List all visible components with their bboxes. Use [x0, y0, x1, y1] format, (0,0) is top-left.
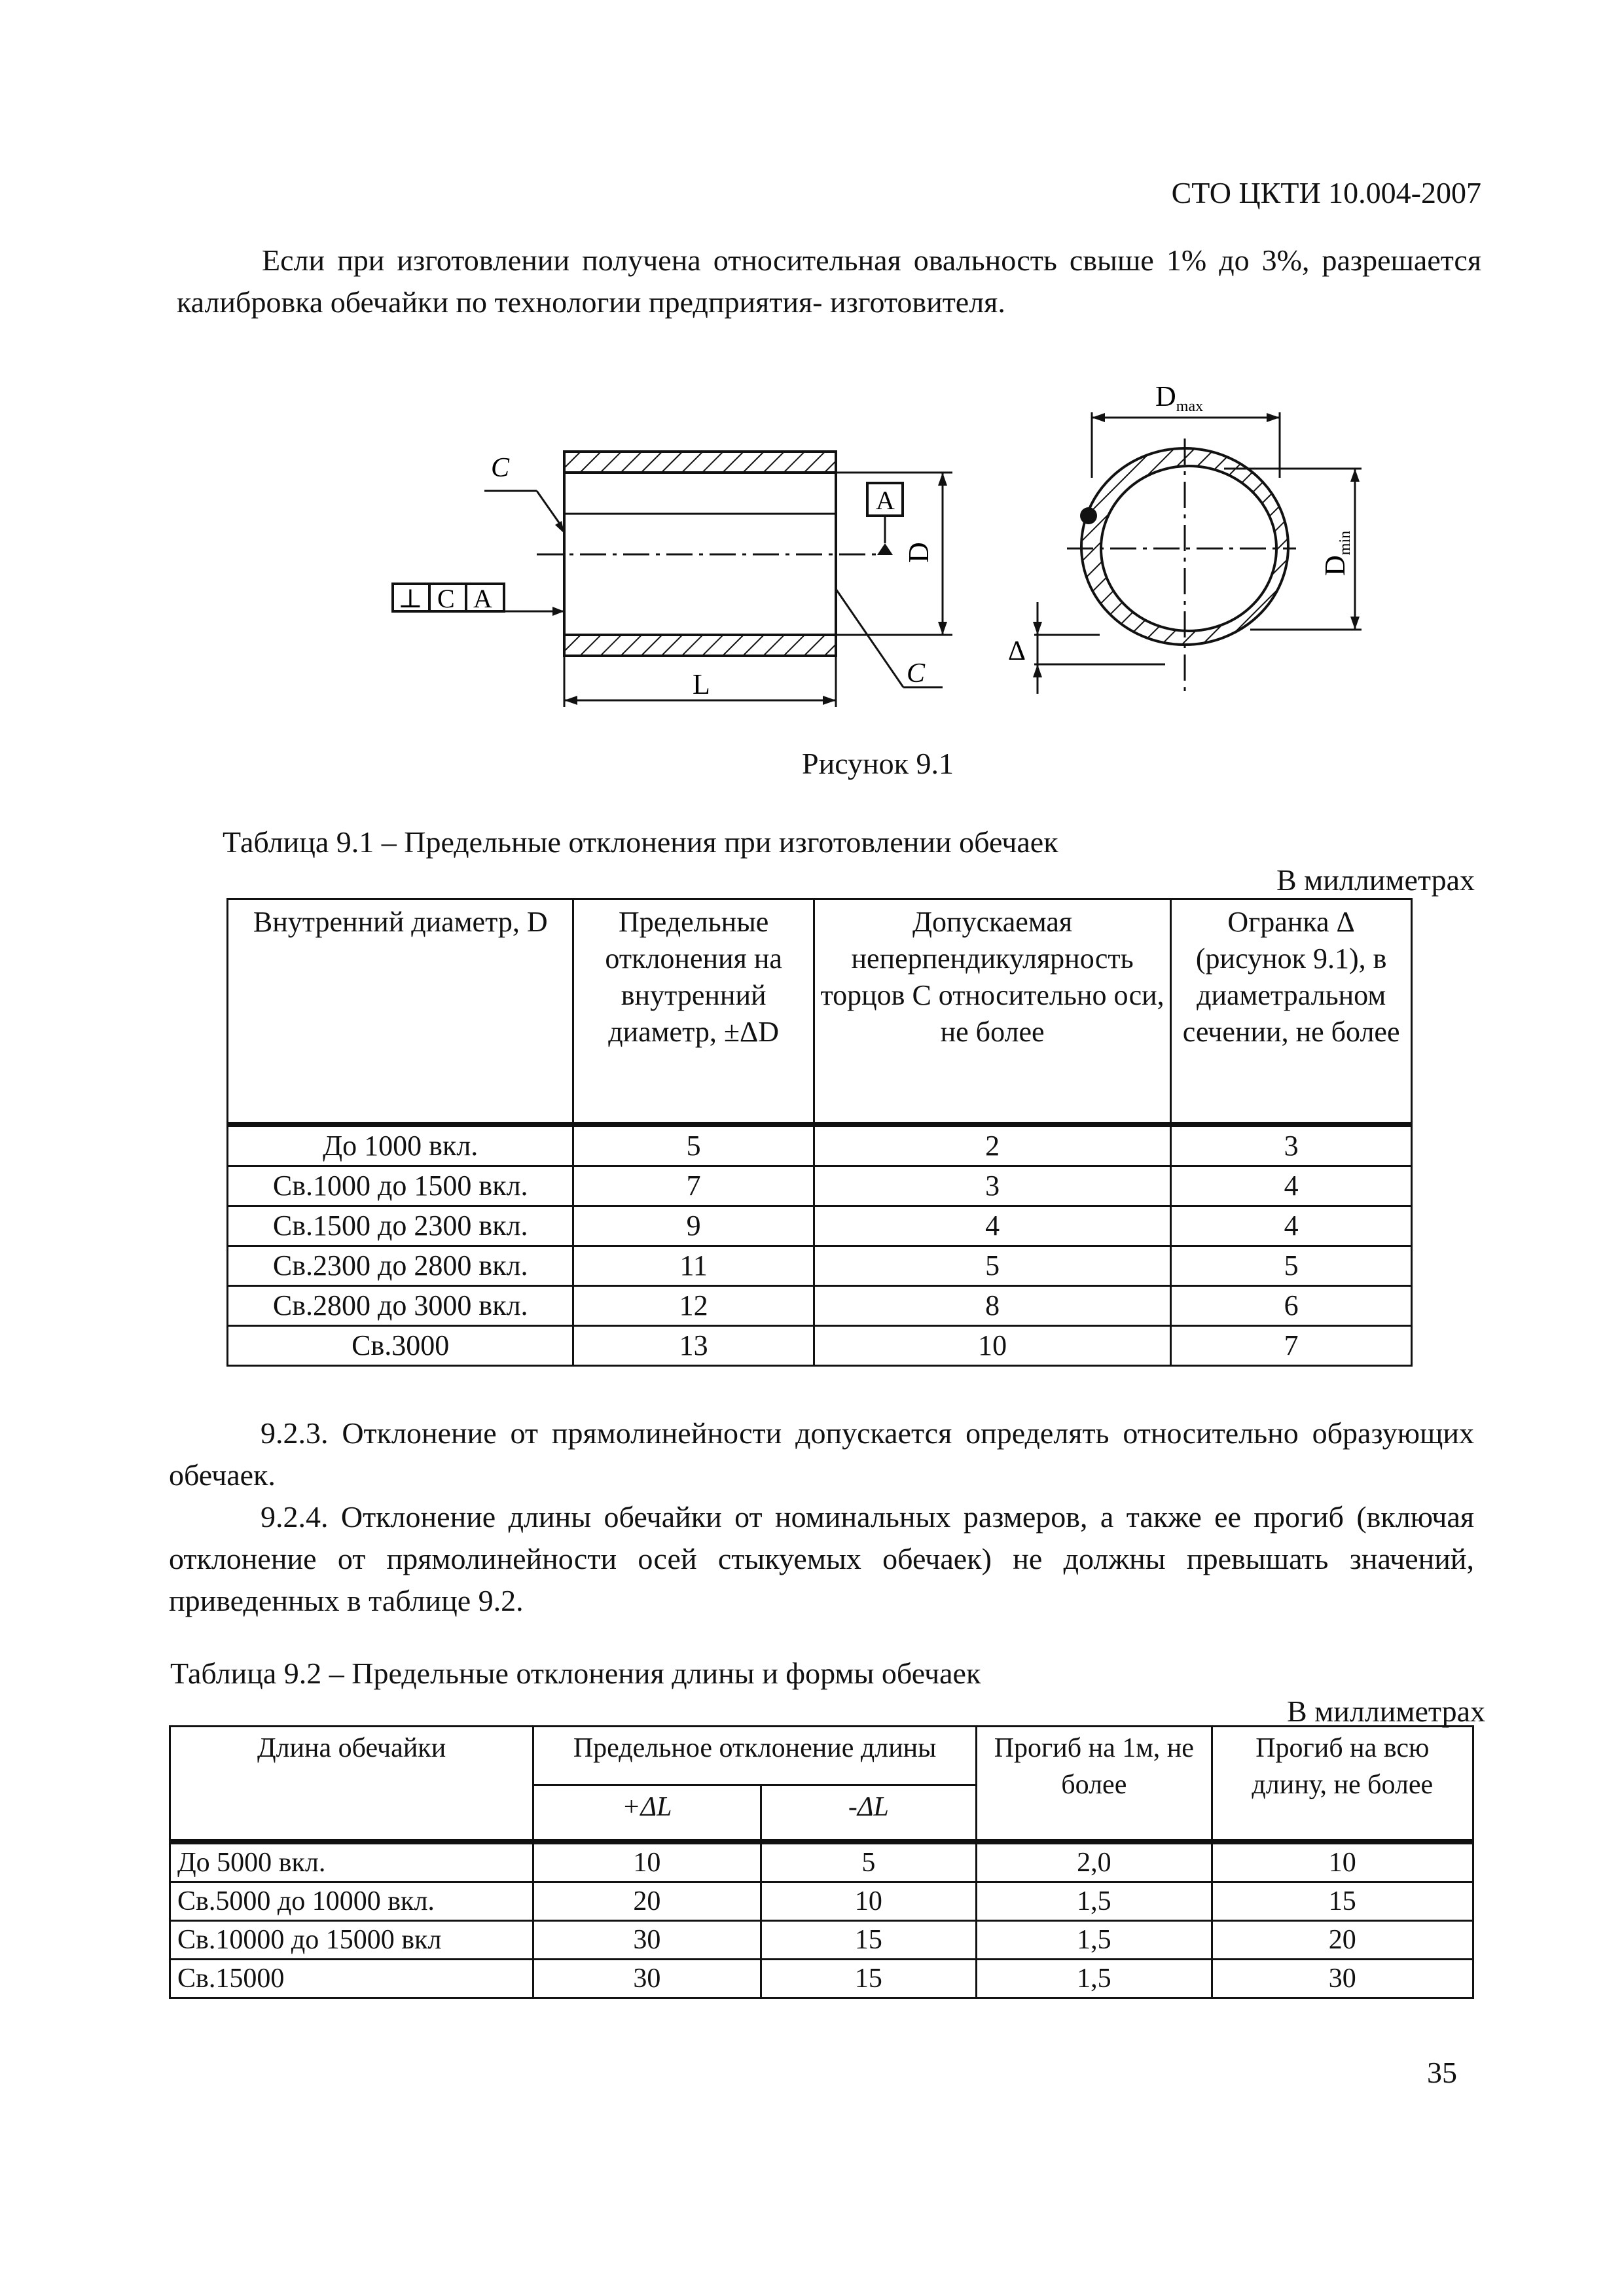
tolerance-perp-symbol: ⊥ — [398, 584, 423, 613]
table2-title: Таблица 9.2 – Предельные отклонения длины и формы обечаек — [170, 1657, 981, 1690]
label-l: L — [693, 668, 710, 700]
paragraph-9-2-3-text: 9.2.3. Отклонение от прямолинейности допускается определять относительно образующих обечаек. — [169, 1416, 1474, 1492]
table-row: Св.10000 до 15000 вкл 30 15 1,5 20 — [170, 1920, 1473, 1959]
datum-a-label: A — [876, 486, 895, 515]
figure-9-1 — [380, 367, 1401, 733]
table-row: Св.5000 до 10000 вкл. 20 10 1,5 15 — [170, 1882, 1473, 1920]
table-row: Св.2800 до 3000 вкл. 12 8 6 — [228, 1285, 1412, 1325]
t2-header-plus: +ΔL — [533, 1785, 761, 1842]
table1-title: Таблица 9.1 – Предельные отклонения при изготовлении обечаек — [223, 825, 1058, 859]
table2-units: В миллиметрах — [1286, 1695, 1485, 1728]
label-delta: Δ — [1008, 636, 1026, 666]
table-row: До 1000 вкл. 5 2 3 — [228, 1124, 1412, 1166]
label-c-right: C — [907, 658, 926, 689]
shell-side-view — [393, 452, 952, 707]
label-dmin: Dmin — [1319, 530, 1354, 576]
intro-paragraph — [177, 240, 1481, 323]
document-header: СТО ЦКТИ 10.004-2007 — [1171, 176, 1481, 209]
t2-header-minus: -ΔL — [761, 1785, 976, 1842]
t2-header-deviation: Предельное отклонение длины — [533, 1727, 977, 1785]
table1-units: В миллиметрах — [1276, 863, 1475, 897]
tolerance-c: C — [437, 584, 455, 613]
label-c-left: C — [491, 453, 510, 483]
table-row: Св.2300 до 2800 вкл. 11 5 5 — [228, 1246, 1412, 1285]
paragraph-9-2-4 — [169, 1496, 1474, 1622]
table-9-2 — [169, 1725, 1474, 1999]
t1-header-diameter: Внутренний диаметр, D — [228, 899, 573, 1124]
t1-header-perpendicularity: Допускаемая неперпендикулярность торцов С относительно оси, не более — [814, 899, 1170, 1124]
figure-caption: Рисунок 9.1 — [802, 747, 954, 780]
t2-header-bend-1m: Прогиб на 1м, не более — [977, 1727, 1212, 1842]
table-row: Св.3000 13 10 7 — [228, 1325, 1412, 1365]
label-dmax: Dmax — [1155, 380, 1204, 415]
t1-header-deviation: Предельные отклонения на внутренний диаметр, ±ΔD — [573, 899, 814, 1124]
table-row: Св.1500 до 2300 вкл. 9 4 4 — [228, 1206, 1412, 1246]
t2-header-length: Длина обечайки — [170, 1727, 533, 1842]
tolerance-a: A — [473, 584, 492, 613]
shell-section-view — [1033, 412, 1362, 694]
paragraph-9-2-3 — [169, 1412, 1474, 1496]
table-row: До 5000 вкл. 10 5 2,0 10 — [170, 1842, 1473, 1882]
paragraph-9-2-4-text: 9.2.4. Отклонение длины обечайки от номинальных размеров, а также ее прогиб (включая отклонение от прямолинейности осей стыкуемых обечаек) не должны превышать значений, приведенных в таблице 9.2. — [169, 1500, 1474, 1617]
page-number: 35 — [1427, 2056, 1457, 2089]
table-row: Св.15000 30 15 1,5 30 — [170, 1959, 1473, 1998]
t1-header-faceting: Огранка Δ (рисунок 9.1), в диаметральном сечении, не более — [1171, 899, 1412, 1124]
table-9-1 — [226, 898, 1413, 1367]
label-d: D — [903, 542, 935, 563]
table-row: Св.1000 до 1500 вкл. 7 3 4 — [228, 1166, 1412, 1206]
intro-text: Если при изготовлении получена относительная овальность свыше 1% до 3%, разрешается калибровка обечайки по технологии предприятия- изготовителя. — [177, 243, 1481, 319]
t2-header-bend-full: Прогиб на всю длину, не более — [1212, 1727, 1473, 1842]
